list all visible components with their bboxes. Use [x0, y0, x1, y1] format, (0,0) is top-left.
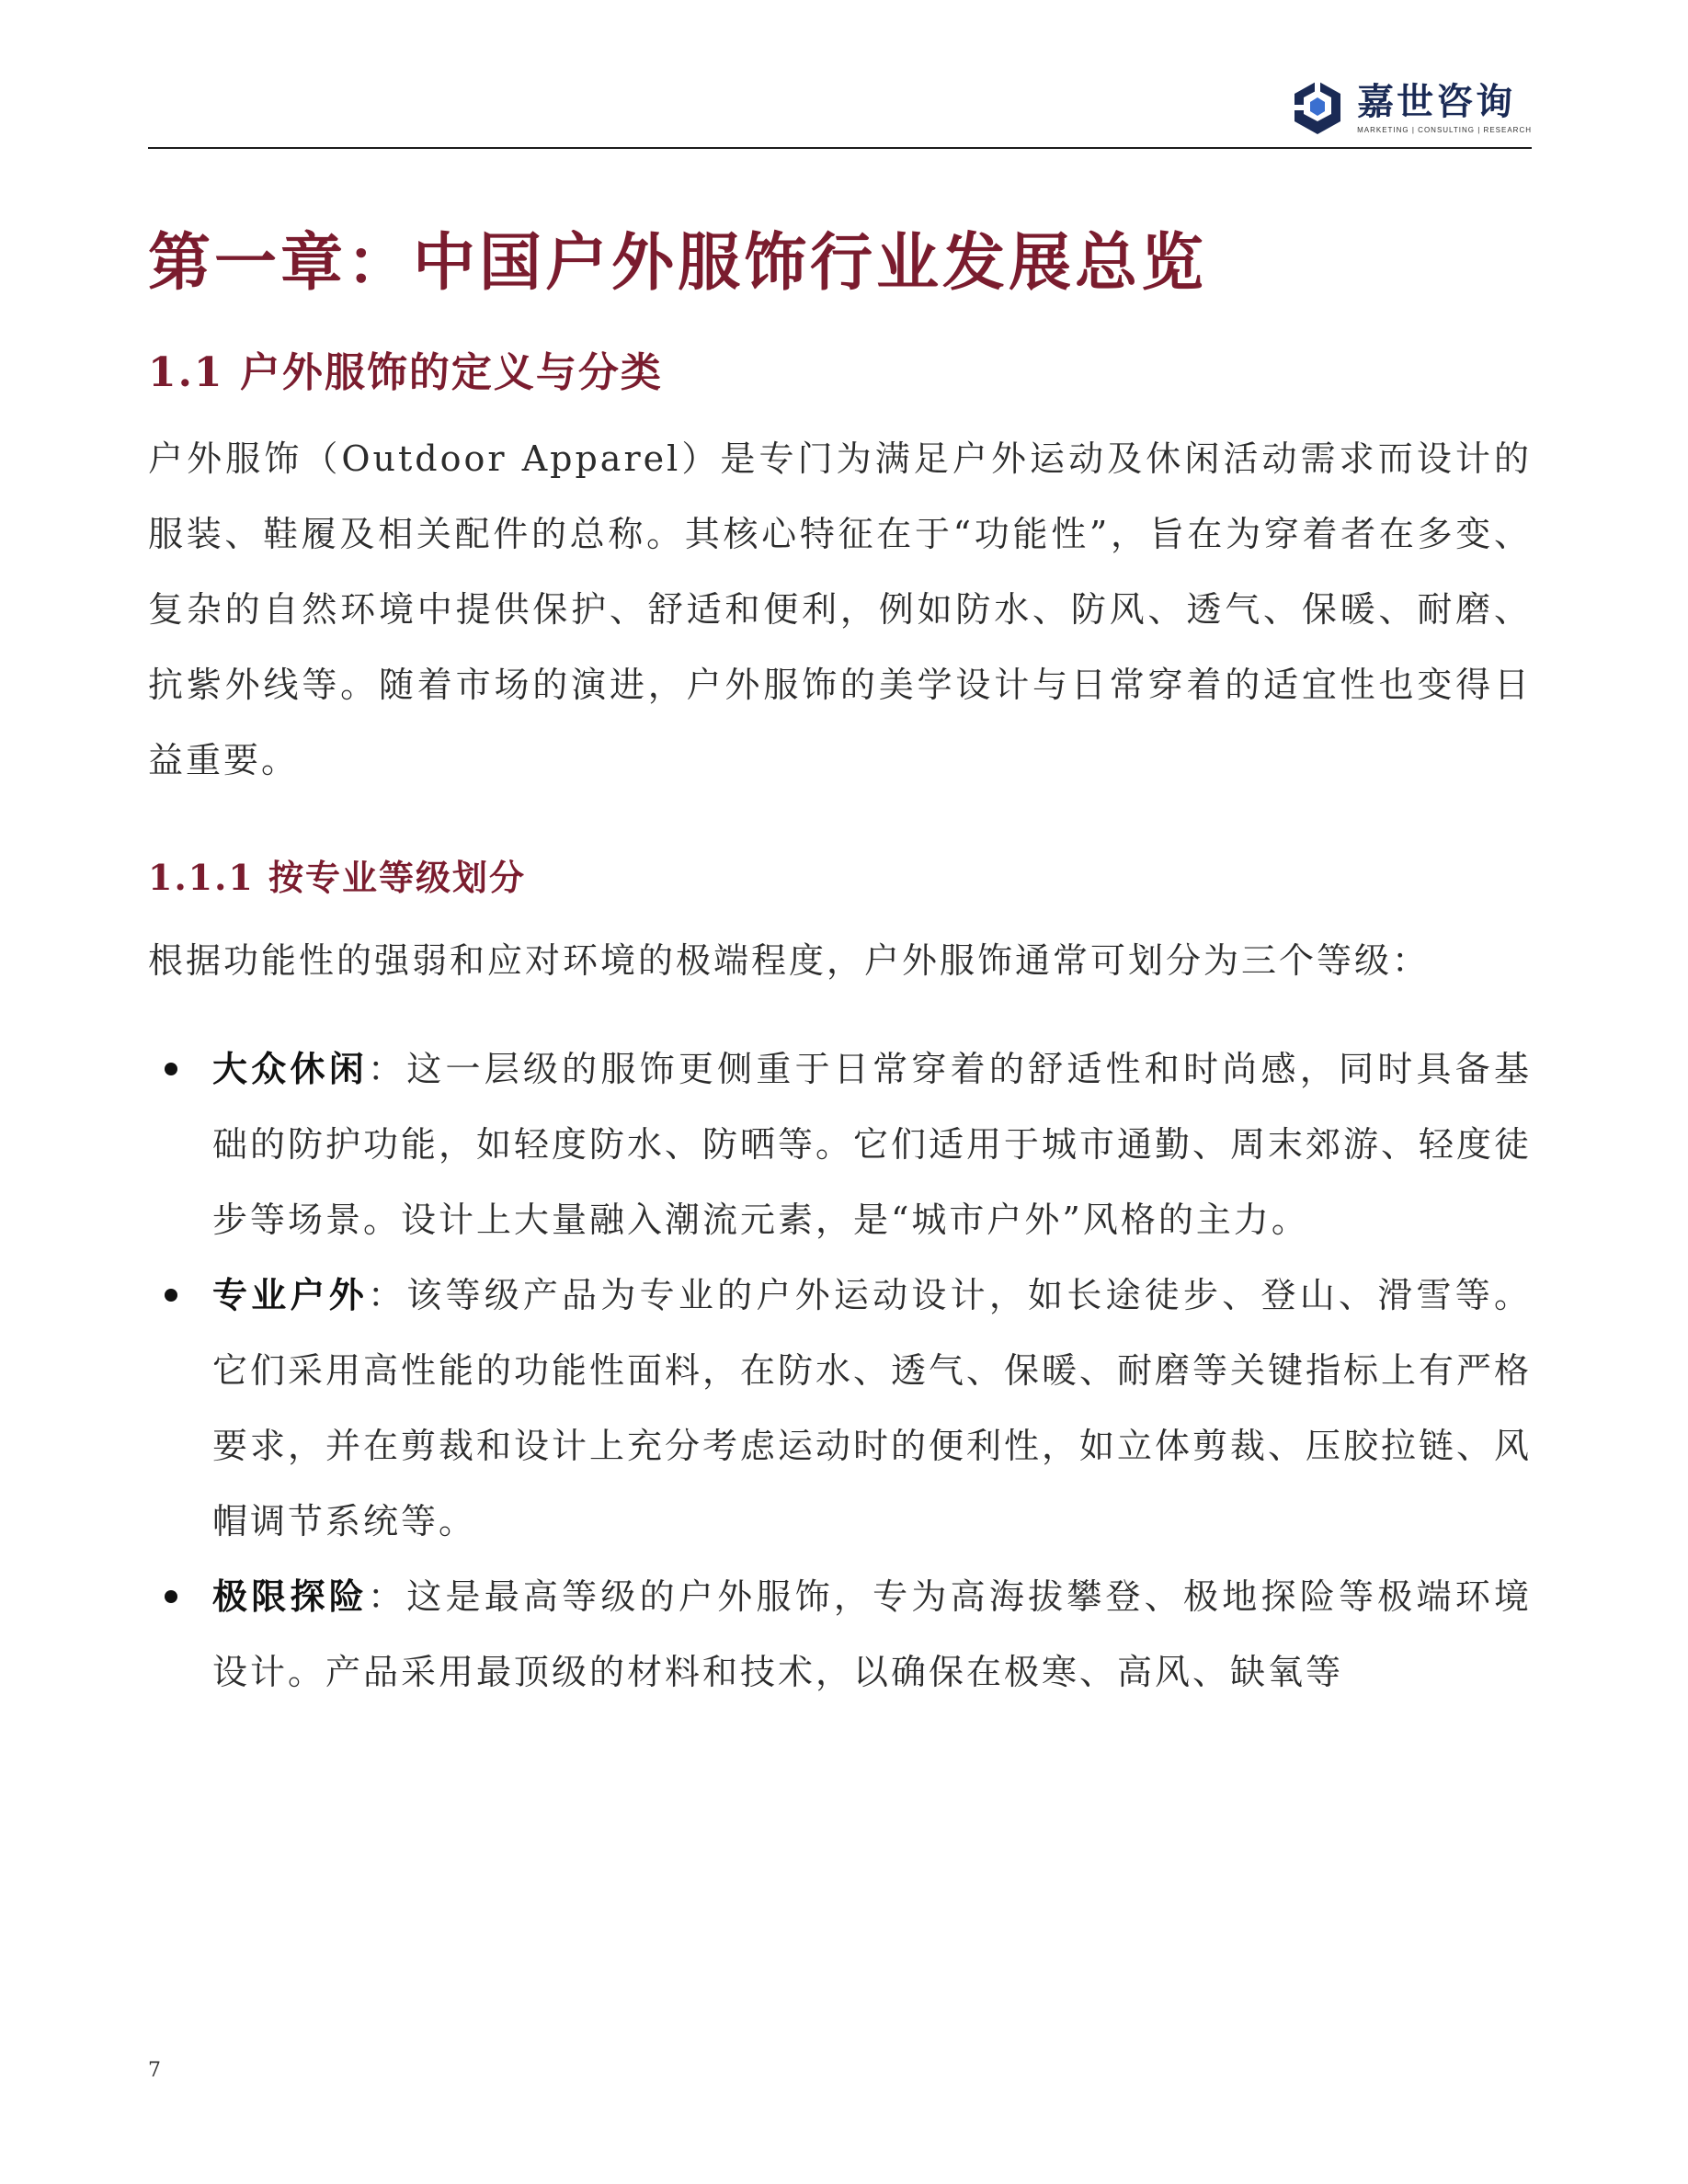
- grade-list: [148, 1031, 1532, 1710]
- logo-tagline: MARKETING | CONSULTING | RESEARCH: [1357, 125, 1532, 134]
- bullet-text: ：该等级产品为专业的户外运动设计，如长途徒步、登山、滑雪等。它们采用高性能的功能性面料，在防水、透气、保暖、耐磨等关键指标上有严格要求，并在剪裁和设计上充分考虑运动时的便利性，如立体剪裁、压胶拉链、风帽调节系统等。: [212, 1275, 1533, 1541]
- logo-name: 嘉世咨询: [1357, 80, 1516, 123]
- subsection-title: 1.1.1 按专业等级划分: [148, 857, 527, 898]
- bullet-icon: [165, 1590, 177, 1603]
- bullet-icon: [165, 1289, 177, 1302]
- bullet-icon: [165, 1063, 177, 1075]
- bullet-term: 大众休闲: [212, 1048, 368, 1089]
- bullet-text: ：这一层级的服饰更侧重于日常穿着的舒适性和时尚感，同时具备基础的防护功能，如轻度防水、防晒等。它们适用于城市通勤、周末郊游、轻度徒步等场景。设计上大量融入潮流元素，是“城市户外”风格的主力。: [212, 1049, 1533, 1240]
- list-item: [148, 1031, 1532, 1257]
- bullet-text: ：这是最高等级的户外服饰，专为高海拔攀登、极地探险等极端环境设计。产品采用最顶级的材料和技术，以确保在极寒、高风、缺氧等: [212, 1576, 1532, 1692]
- section-title: 1.1 户外服饰的定义与分类: [148, 349, 663, 396]
- page-header: [148, 57, 1532, 149]
- header-divider: [148, 147, 1532, 149]
- company-logo: [1287, 75, 1532, 140]
- section-paragraph: 户外服饰（Outdoor Apparel）是专门为满足户外运动及休闲活动需求而设计的服装、鞋履及相关配件的总称。其核心特征在于“功能性”，旨在为穿着者在多变、复杂的自然环境中提供保护、舒适和便利，例如防水、防风、透气、保暖、耐磨、抗紫外线等。随着市场的演进，户外服饰的美学设计与日常穿着的适宜性也变得日益重要。: [148, 438, 1532, 780]
- logo-cube-icon: [1287, 77, 1348, 138]
- logo-text: [1357, 82, 1532, 134]
- subsection-intro: 根据功能性的强弱和应对环境的极端程度，户外服饰通常可划分为三个等级：: [148, 940, 1431, 981]
- list-item: [148, 1559, 1532, 1710]
- list-item: [148, 1257, 1532, 1559]
- document-body: [148, 193, 1532, 1710]
- chapter-title: 第一章：中国户外服饰行业发展总览: [148, 226, 1208, 300]
- bullet-term: 专业户外: [212, 1274, 368, 1315]
- bullet-term: 极限探险: [212, 1575, 368, 1617]
- page-number: 7: [148, 2059, 161, 2082]
